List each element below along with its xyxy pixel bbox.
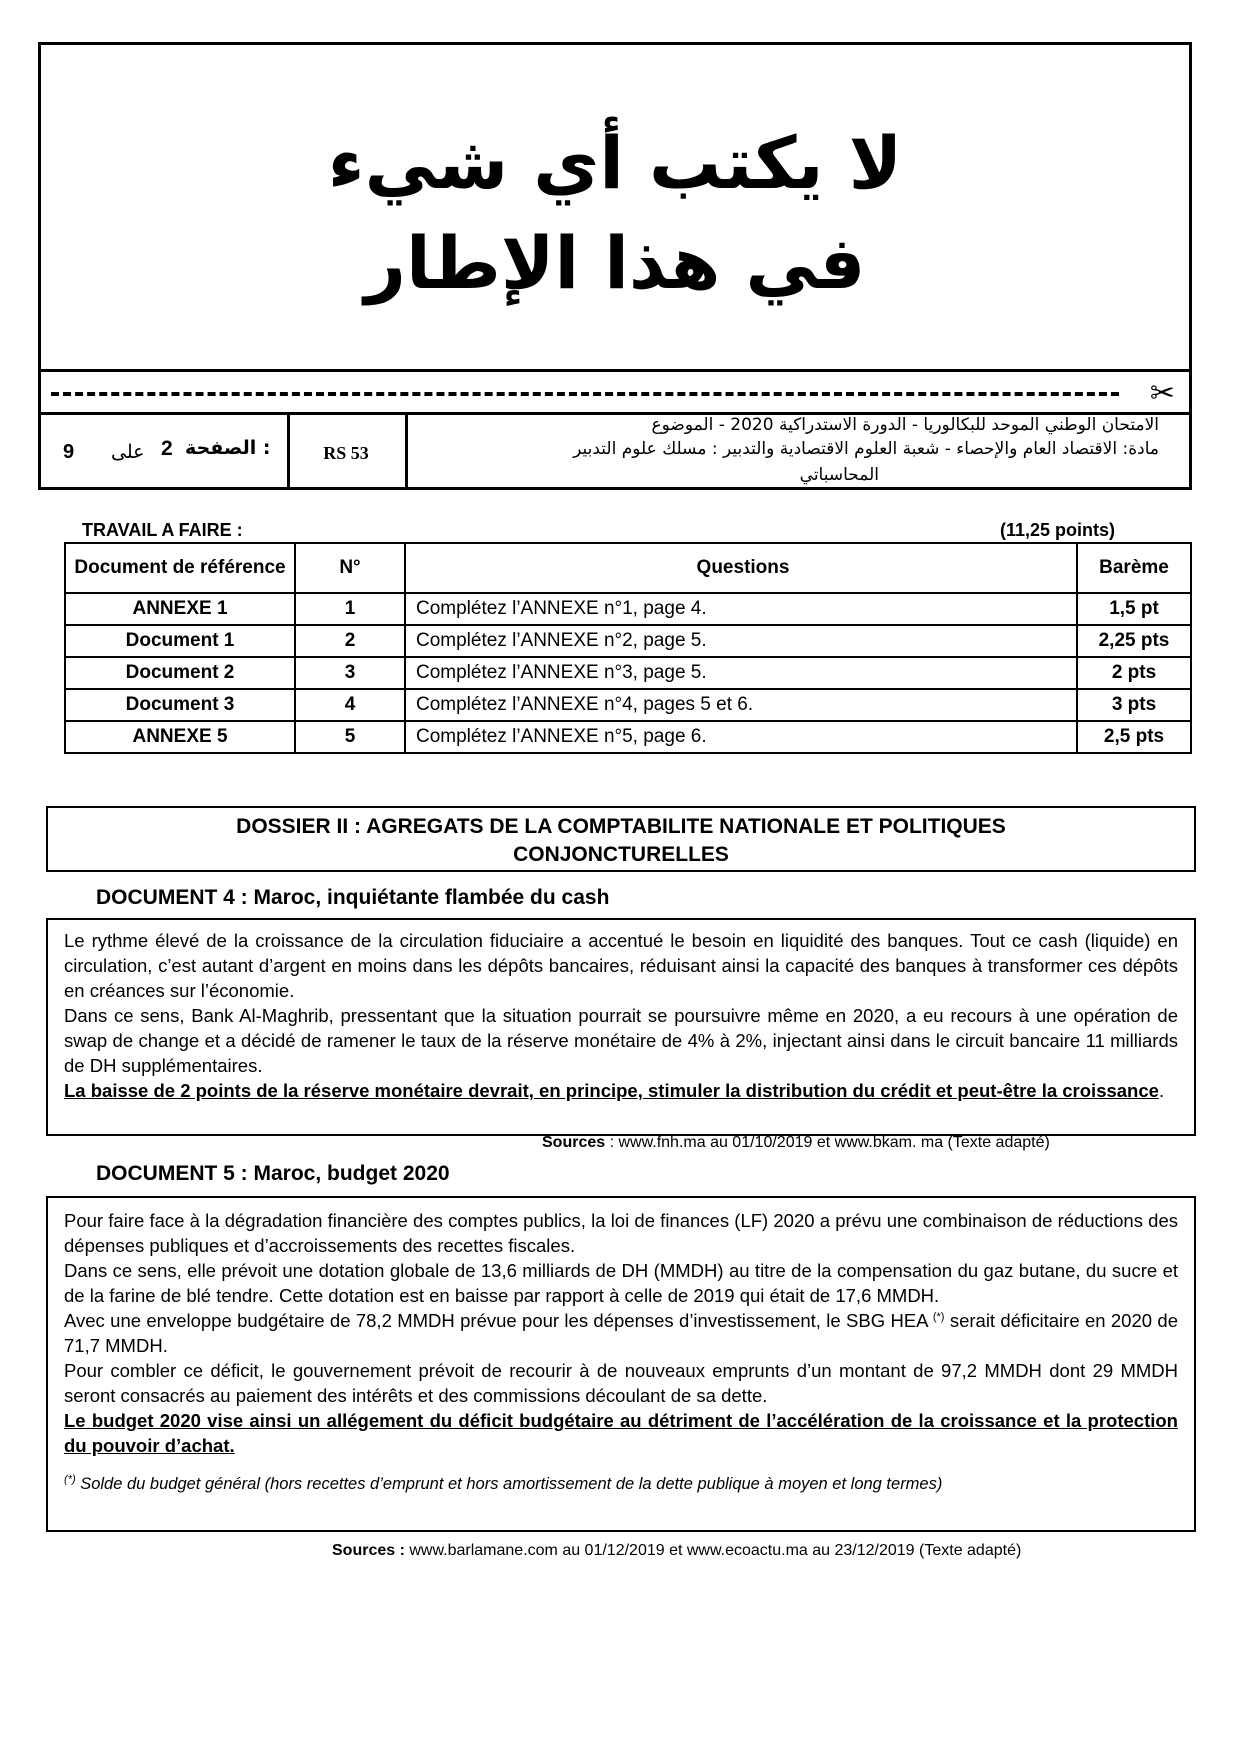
document-5-box [46,1196,1196,1532]
col-header-bareme: Barème [1077,543,1191,593]
work-points: (11,25 points) [1000,520,1116,540]
doc4-paragraph-2: Dans ce sens, Bank Al-Maghrib, pressentant que la situation pourrait se poursuivre même en 2020, a eu recours à une opération de swap de change et a décidé de ramener le taux de la réserve monétaire de 4% à 2%, injectant ainsi dans le circuit bancaire 11 milliards de DH supplémentaires. [64,1005,1178,1076]
row-question: Complétez l’ANNEXE n°4, pages 5 et 6. [405,689,1077,721]
table-row [65,593,1191,625]
doc5-footnote-ref: (*) [932,1310,945,1323]
row-number: 3 [295,657,405,689]
row-number: 4 [295,689,405,721]
table-row [65,657,1191,689]
doc4-paragraph-1: Le rythme élevé de la croissance de la circulation fiduciaire a accentué le besoin en liquidité des banques. Tout ce cash (liquide) en circulation, c’est autant d’argent en moins dans les dépôts bancaires, réduisant ainsi la capacité des banques à transformer ces dépôts en créances sur l’économie. [64,930,1178,1001]
doc5-source-label: Sources : [332,1542,405,1559]
scissors-icon: ✂ [1149,376,1175,411]
row-question: Complétez l’ANNEXE n°3, page 5. [405,657,1077,689]
dossier-heading-line-1: DOSSIER II : AGREGATS DE LA COMPTABILITE NATIONALE ET POLITIQUES [236,815,1006,838]
doc5-paragraph-3 [64,1308,1178,1358]
dossier-heading-line-2: CONJONCTURELLES [513,843,729,866]
doc5-key-sentence: Le budget 2020 vise ainsi un allégement du déficit budgétaire au détriment de l’accélération de la croissance et la protection du pouvoir d’achat. [64,1410,1178,1456]
row-question: Complétez l’ANNEXE n°2, page 5. [405,625,1077,657]
page-total: 9 [63,441,75,463]
doc5-paragraph-3b: serait déficitaire en 2020 de 71,7 MMDH. [64,1310,1178,1356]
exam-code-cell [287,415,408,487]
work-label: TRAVAIL A FAIRE : [82,520,243,540]
doc5-paragraph-1: Pour faire face à la dégradation financière des comptes publics, la loi de finances (LF) 2020 a prévu une combinaison de réductions des dépenses publiques et d’accroissements des recettes fiscales. [64,1210,1178,1256]
dossier-heading [46,806,1196,872]
col-header-questions: Questions [405,543,1077,593]
doc5-source-text: www.barlamane.com au 01/12/2019 et www.ecoactu.ma au 23/12/2019 (Texte adapté) [404,1542,1022,1559]
no-write-line-1: لا يكتب أي شيء [327,121,903,205]
exam-title-line-3: المحاسباتي [799,465,879,485]
row-bareme: 2 pts [1077,657,1191,689]
row-reference: Document 2 [65,657,295,689]
row-number: 5 [295,721,405,753]
col-header-reference: Document de référence [65,543,295,593]
row-bareme: 2,25 pts [1077,625,1191,657]
doc5-footnote-mark: (*) [64,1473,76,1486]
col-header-number: N° [295,543,405,593]
exam-header [38,412,1192,490]
row-reference: ANNEXE 1 [65,593,295,625]
document-4-box [46,918,1196,1136]
doc5-footnote [64,1472,1178,1497]
doc4-key-sentence-end: . [1158,1080,1165,1101]
doc4-source-text: : www.fnh.ma au 01/10/2019 et www.bkam. ma (Texte adapté) [605,1134,1050,1151]
page-label: الصفحة : [185,437,271,459]
document-5-source [332,1542,1021,1560]
document-5-title: DOCUMENT 5 : Maroc, budget 2020 [96,1162,450,1185]
exam-title-line-1: الامتحان الوطني الموحد للبكالوريا - الدورة الاستدراكية 2020 - الموضوع [651,415,1159,435]
row-number: 1 [295,593,405,625]
cut-line-band [38,372,1192,412]
doc5-paragraph-3a: Avec une enveloppe budgétaire de 78,2 MMDH prévue pour les dépenses d’investissement, le SBG HEA [64,1310,933,1331]
doc4-paragraph-3 [64,1078,1178,1103]
table-row [65,625,1191,657]
tasks-table [64,542,1192,754]
row-question: Complétez l’ANNEXE n°1, page 4. [405,593,1077,625]
row-bareme: 3 pts [1077,689,1191,721]
page-of-label: على [111,441,145,463]
doc5-paragraph-4: Pour combler ce déficit, le gouvernement prévoit de recourir à de nouveaux emprunts d’un montant de 97,2 MMDH dont 29 MMDH seront consacrés au paiement des intérêts et des commissions découlant de sa dette. [64,1360,1178,1406]
doc5-footnote-text: Solde du budget général (hors recettes d’emprunt et hors amortissement de la dette publique à moyen et long termes) [75,1475,943,1493]
no-write-frame [38,42,1192,372]
doc4-source-label: Sources [542,1134,606,1151]
document-4-source [542,1134,1050,1152]
doc4-key-sentence: La baisse de 2 points de la réserve monétaire devrait, en principe, stimuler la distribution du crédit et peut-être la croissance [64,1080,1159,1101]
table-row [65,689,1191,721]
page-number: 2 [161,437,173,460]
document-4-title: DOCUMENT 4 : Maroc, inquiétante flambée du cash [96,886,610,909]
row-number: 2 [295,625,405,657]
cut-dashed-line [51,392,1119,396]
page-indicator [41,415,290,487]
table-row [65,721,1191,753]
doc5-paragraph-2: Dans ce sens, elle prévoit une dotation globale de 13,6 milliards de DH (MMDH) au titre de la compensation du gaz butane, du sucre et de la farine de blé tendre. Cette dotation est en baisse par rapport à celle de 2019 qui était de 17,6 MMDH. [64,1260,1178,1306]
row-reference: Document 3 [65,689,295,721]
row-reference: ANNEXE 5 [65,721,295,753]
row-question: Complétez l’ANNEXE n°5, page 6. [405,721,1077,753]
row-bareme: 1,5 pt [1077,593,1191,625]
exam-title-cell [405,415,1189,487]
row-reference: Document 1 [65,625,295,657]
row-bareme: 2,5 pts [1077,721,1191,753]
no-write-line-2: في هذا الإطار [364,221,866,305]
exam-code: RS 53 [323,443,369,463]
table-header-row [65,543,1191,593]
exam-title-line-2: مادة: الاقتصاد العام والإحصاء - شعبة العلوم الاقتصادية والتدبير : مسلك علوم التدبير [573,439,1159,459]
